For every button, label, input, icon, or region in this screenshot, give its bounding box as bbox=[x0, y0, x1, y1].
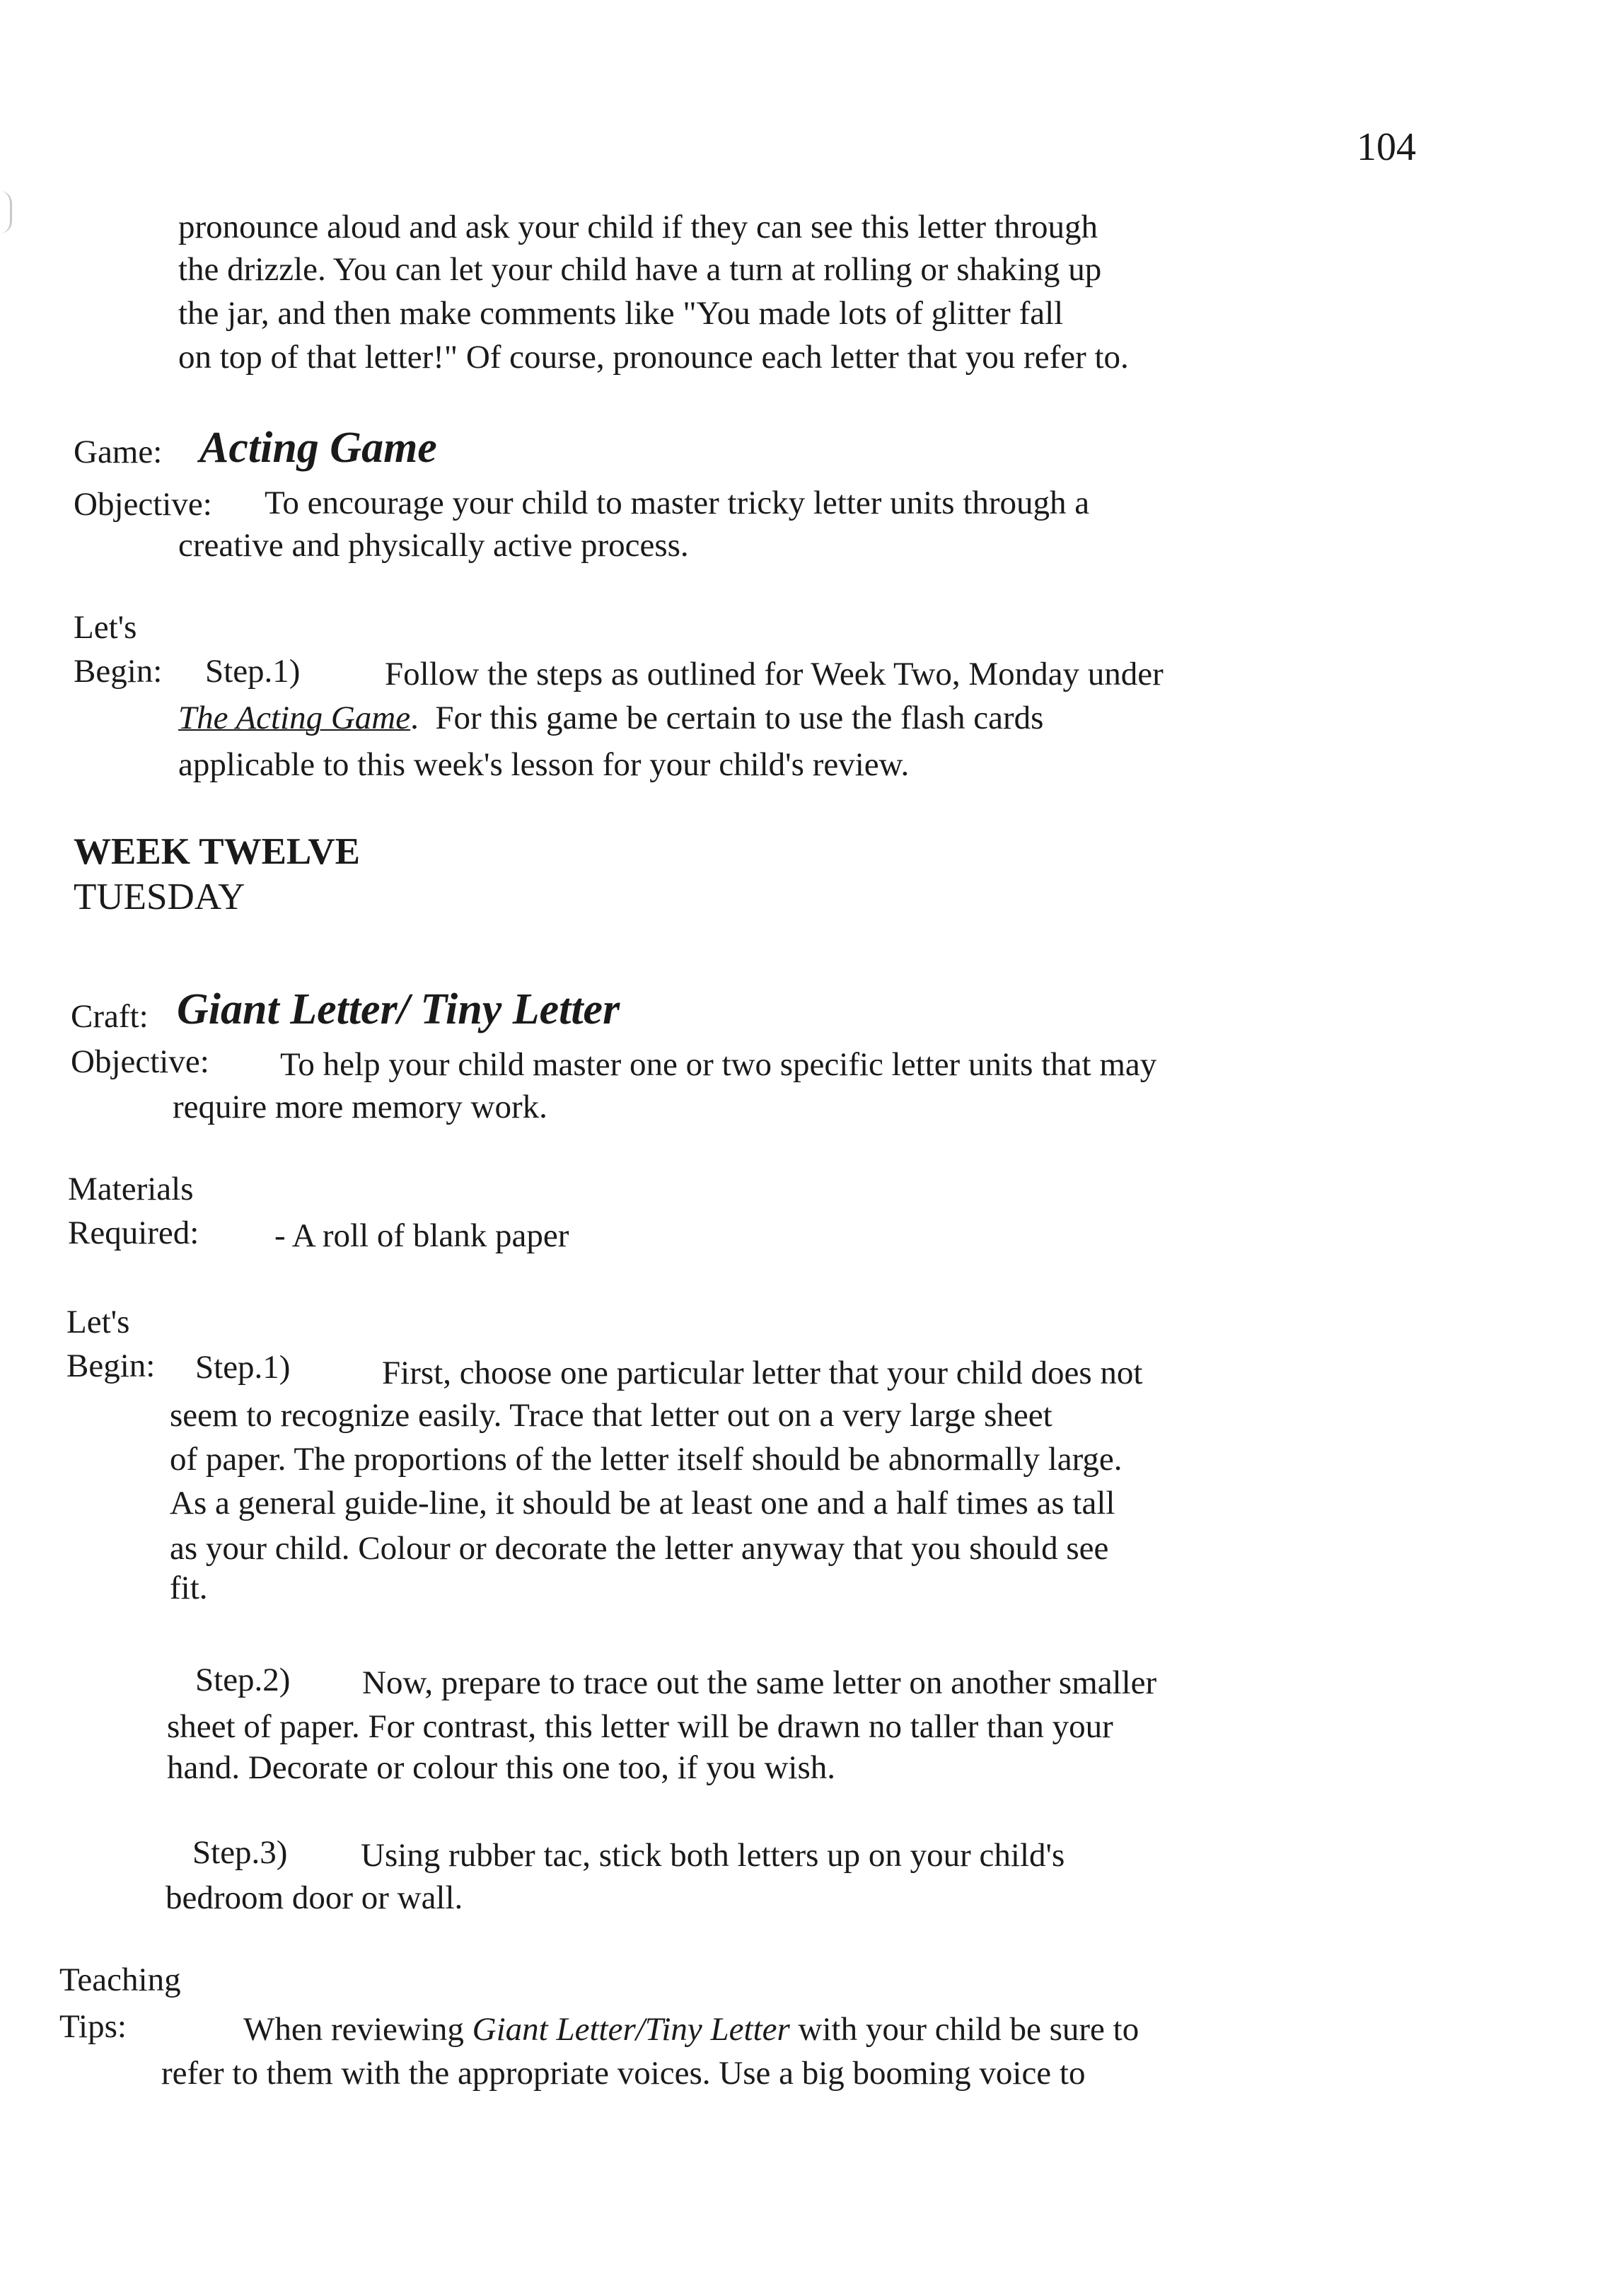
step3-label: Step.3) bbox=[192, 1834, 288, 1871]
step3-line: bedroom door or wall. bbox=[166, 1879, 463, 1916]
intro-line: pronounce aloud and ask your child if they can see this letter through bbox=[178, 209, 1098, 245]
tips-line: refer to them with the appropriate voices. Use a big booming voice to bbox=[161, 2055, 1086, 2092]
objective-line: creative and physically active process. bbox=[178, 527, 689, 564]
step2-line: hand. Decorate or colour this one too, if you wish. bbox=[167, 1749, 836, 1786]
begin-label: Let's bbox=[66, 1304, 130, 1340]
step-line bbox=[178, 696, 1043, 740]
tips-label: Teaching bbox=[59, 1961, 181, 1998]
step3-line: Using rubber tac, stick both letters up on your child's bbox=[361, 1837, 1065, 1874]
step1-line: As a general guide-line, it should be at least one and a half times as tall bbox=[170, 1485, 1115, 1522]
intro-line: on top of that letter!" Of course, pronounce each letter that you refer to. bbox=[178, 339, 1129, 376]
materials-label: Materials bbox=[68, 1171, 194, 1207]
tips-post: with your child be sure to bbox=[789, 2011, 1139, 2048]
game-label: Game: bbox=[74, 434, 163, 470]
step2-line: Now, prepare to trace out the same letter on another smaller bbox=[362, 1664, 1157, 1701]
craft-title: Giant Letter/ Tiny Letter bbox=[177, 985, 620, 1033]
materials-item: - A roll of blank paper bbox=[274, 1217, 569, 1254]
craft-label: Craft: bbox=[71, 998, 149, 1035]
page-number: 104 bbox=[1357, 125, 1416, 169]
objective-label: Objective: bbox=[71, 1043, 209, 1080]
step1-line: as your child. Colour or decorate the letter anyway that you should see bbox=[170, 1530, 1109, 1567]
step2-label: Step.2) bbox=[195, 1662, 291, 1698]
tips-craft-reference: Giant Letter/Tiny Letter bbox=[472, 2011, 790, 2048]
objective-line: To help your child master one or two specific letter units that may bbox=[280, 1046, 1157, 1083]
period: . bbox=[410, 700, 419, 736]
step-line-rest: For this game be certain to use the flash cards bbox=[435, 700, 1044, 736]
game-title: Acting Game bbox=[199, 424, 437, 472]
game-reference: The Acting Game bbox=[178, 700, 411, 736]
tips-line bbox=[243, 2007, 1139, 2051]
scan-edge-mark bbox=[0, 191, 12, 233]
begin-label: Begin: bbox=[74, 653, 163, 690]
step-line: applicable to this week's lesson for your child's review. bbox=[178, 746, 910, 783]
objective-line: require more memory work. bbox=[173, 1089, 547, 1125]
tips-label: Tips: bbox=[59, 2008, 127, 2045]
step1-line: First, choose one particular letter that your child does not bbox=[382, 1355, 1143, 1391]
step1-line: seem to recognize easily. Trace that letter out on a very large sheet bbox=[170, 1397, 1052, 1434]
begin-label: Let's bbox=[74, 609, 137, 646]
step2-line: sheet of paper. For contrast, this letter will be drawn no taller than your bbox=[167, 1708, 1113, 1745]
objective-label: Objective: bbox=[74, 486, 212, 523]
intro-line: the drizzle. You can let your child have a turn at rolling or shaking up bbox=[178, 251, 1102, 288]
objective-line: To encourage your child to master tricky letter units through a bbox=[265, 485, 1090, 521]
day-heading: TUESDAY bbox=[74, 876, 245, 917]
step-label: Step.1) bbox=[205, 653, 301, 690]
begin-label: Begin: bbox=[66, 1347, 156, 1384]
intro-line: the jar, and then make comments like "You made lots of glitter fall bbox=[178, 295, 1064, 332]
step1-line: of paper. The proportions of the letter itself should be abnormally large. bbox=[170, 1441, 1123, 1478]
week-heading: WEEK TWELVE bbox=[74, 831, 361, 872]
step1-label: Step.1) bbox=[195, 1349, 291, 1386]
step-line: Follow the steps as outlined for Week Two, Monday under bbox=[385, 656, 1164, 692]
tips-pre: When reviewing bbox=[243, 2011, 472, 2048]
materials-label: Required: bbox=[68, 1215, 199, 1251]
step1-line: fit. bbox=[170, 1570, 208, 1606]
